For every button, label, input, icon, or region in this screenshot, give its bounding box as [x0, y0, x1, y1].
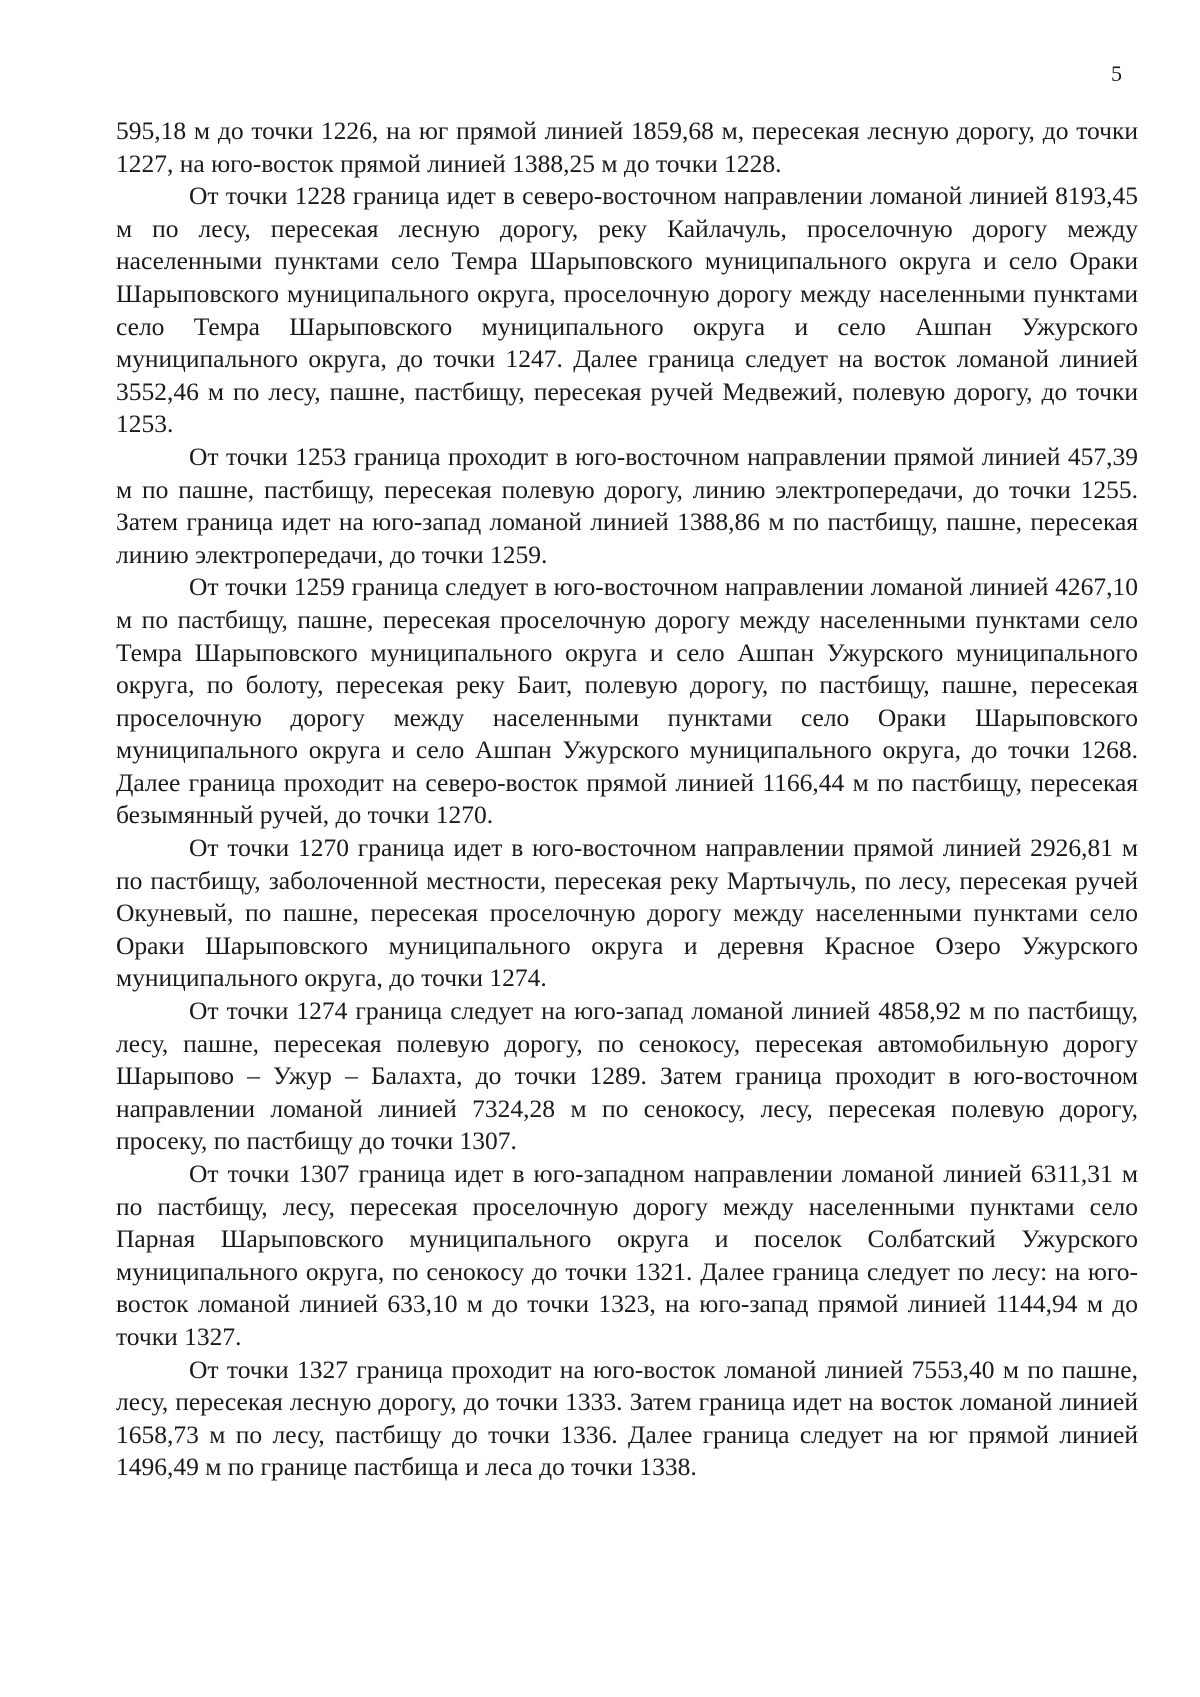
paragraph: От точки 1253 граница проходит в юго-восточном направлении прямой линией 457,39 м по пашне, пастбищу, пересекая полевую дорогу, линию электропередачи, до точки 1255. Затем граница идет на юго-запад ломаной линией 1388,86 м по пастбищу, пашне, пересекая линию электропередачи, до точки 1259.	[116, 441, 1138, 569]
paragraph: От точки 1274 граница следует на юго-запад ломаной линией 4858,92 м по пастбищу, лесу, пашне, пересекая полевую дорогу, по сенокосу, пересекая автомобильную дорогу Шарыпово – Ужур – Балахта, до точки 1289. Затем граница проходит в юго-восточном направлении ломаной линией 7324,28 м по сенокосу, лесу, пересекая полевую дорогу, просеку, по пастбищу до точки 1307.	[116, 996, 1138, 1156]
paragraph: От точки 1327 граница проходит на юго-восток ломаной линией 7553,40 м по пашне, лесу, пересекая лесную дорогу, до точки 1333. Затем граница идет на восток ломаной линией 1658,73 м по лесу, пастбищу до точки 1336. Далее граница следует на юг прямой линией 1496,49 м по границе пастбища и леса до точки 1338.	[116, 1354, 1138, 1482]
paragraph: От точки 1307 граница идет в юго-западном направлении ломаной линией 6311,31 м по пастбищу, лесу, пересекая проселочную дорогу между населенными пунктами село Парная Шарыповского муниципального округа и поселок Солбатский Ужурского муниципального округа, по сенокосу до точки 1321. Далее граница следует по лесу: на юго-восток ломаной линией 633,10 м до точки 1323, на юго-запад прямой линией 1144,94 м до точки 1327.	[116, 1159, 1138, 1351]
paragraph: От точки 1228 граница идет в северо-восточном направлении ломаной линией 8193,45 м по лесу, пересекая лесную дорогу, реку Кайлачуль, проселочную дорогу между населенными пунктами село Темра Шарыповского муниципального округа и село Ораки Шарыповского муниципального округа, проселочную дорогу между населенными пунктами село Темра Шарыповского муниципального округа и село Ашпан Ужурского муниципального округа, до точки 1247. Далее граница следует на восток ломаной линией 3552,46 м по лесу, пашне, пастбищу, пересекая ручей Медвежий, полевую дорогу, до точки 1253.	[116, 181, 1138, 439]
paragraph-continuation: 595,18 м до точки 1226, на юг прямой линией 1859,68 м, пересекая лесную дорогу, до точки 1227, на юго-восток прямой линией 1388,25 м до точки 1228.	[116, 116, 1138, 178]
page-number: 5	[1111, 61, 1122, 86]
paragraph: От точки 1259 граница следует в юго-восточном направлении ломаной линией 4267,10 м по пастбищу, пашне, пересекая проселочную дорогу между населенными пунктами село Темра Шарыповского муниципального округа и село Ашпан Ужурского муниципального округа, по болоту, пересекая реку Баит, полевую дорогу, по пастбищу, пашне, пересекая проселочную дорогу между населенными пунктами село Ораки Шарыповского муниципального округа и село Ашпан Ужурского муниципального округа, до точки 1268. Далее граница проходит на северо-восток прямой линией 1166,44 м по пастбищу, пересекая безымянный ручей, до точки 1270.	[116, 572, 1138, 830]
document-body	[116, 115, 1138, 1484]
paragraph: От точки 1270 граница идет в юго-восточном направлении прямой линией 2926,81 м по пастбищу, заболоченной местности, пересекая реку Мартычуль, по лесу, пересекая ручей Окуневый, по пашне, пересекая проселочную дорогу между населенными пунктами село Ораки Шарыповского муниципального округа и деревня Красное Озеро Ужурского муниципального округа, до точки 1274.	[116, 833, 1138, 993]
